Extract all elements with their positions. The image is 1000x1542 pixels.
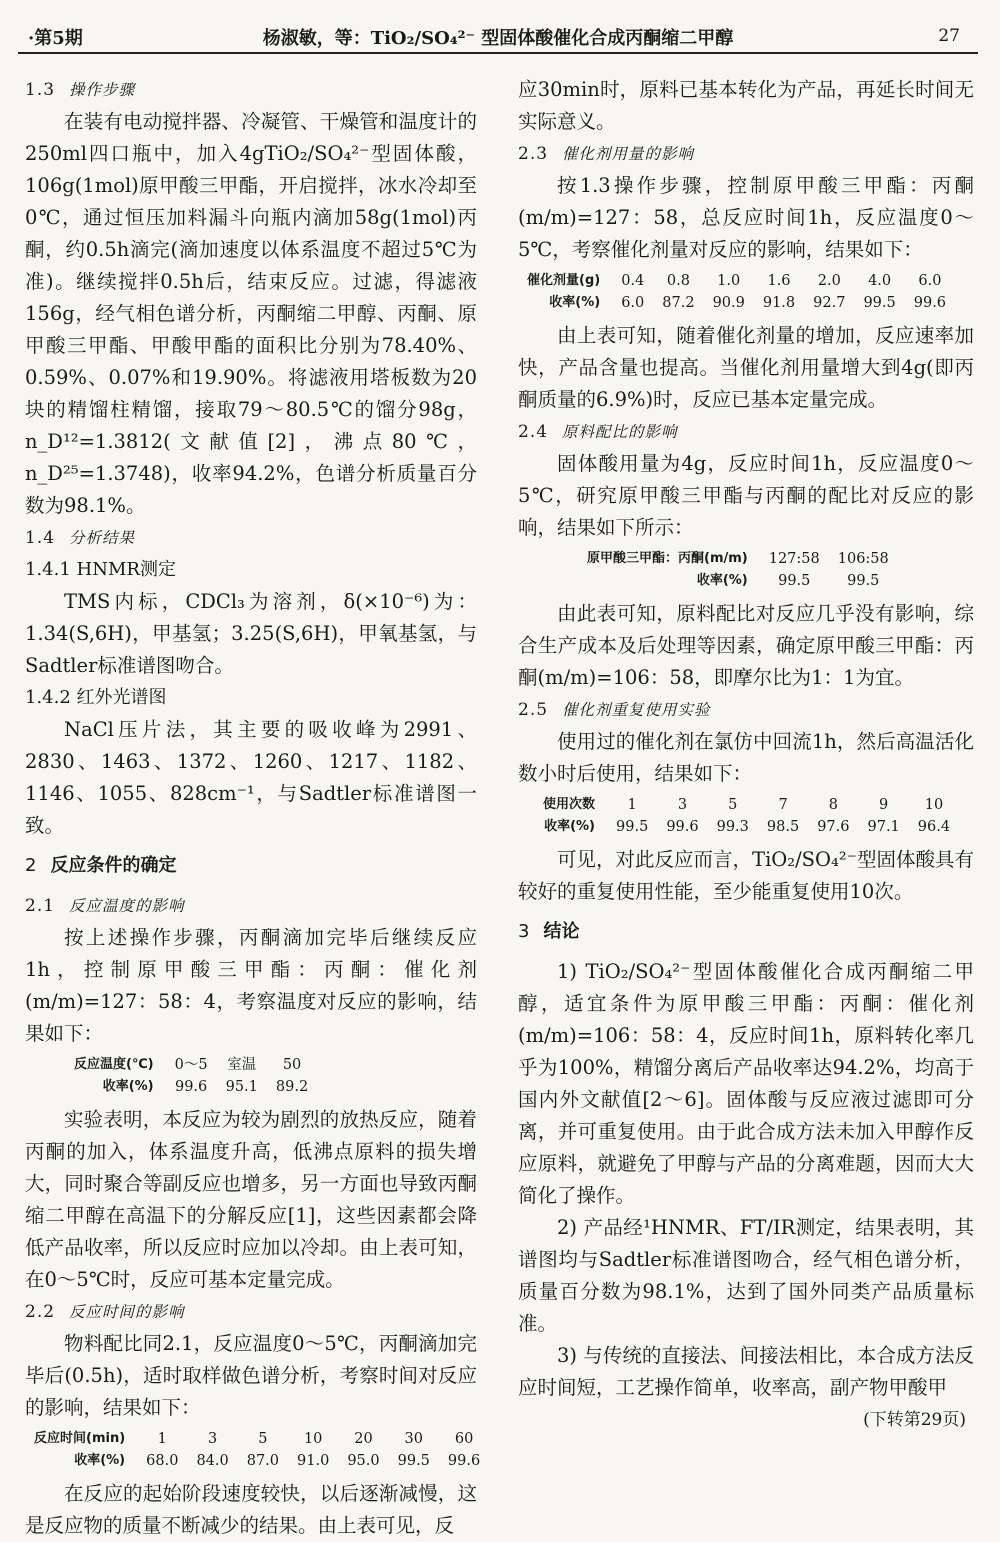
section-2-4-discussion: 由此表可知，原料配比对反应几乎没有影响，综合生产成本及后处理等因素，确定原甲酸三甲酯：丙酮(m/m)=106：58，即摩尔比为1：1为宜。 (518, 602, 974, 689)
temperature-table: 反应温度(℃) 0～5 室温 50 收率(%) 99.6 95.1 89.2 (65, 1054, 317, 1098)
section-1-4-1-text: TMS内标，CDCl₃为溶剂，δ(×10⁻⁶)为：1.34(S,6H)，甲基氢；3.25(S,6H)，甲氧基氢，与Sadtler标准谱图吻合。 (25, 590, 477, 677)
section-2-heading: 2 反应条件的确定 (25, 855, 177, 876)
section-2-3-text: 按1.3操作步骤，控制原甲酸三甲酯：丙酮(m/m)=127：58，总反应时间1h，反应温度0～5℃，考察催化剂量对反应的影响，结果如下： (518, 174, 974, 261)
section-2-5-text: 使用过的催化剂在氯仿中回流1h，然后高温活化数小时后使用，结果如下： (518, 730, 974, 785)
section-1-4-heading: 1.4 分析结果 (25, 528, 136, 548)
section-2-2-discussion: 在反应的起始阶段速度较快，以后逐渐减慢，这是反应物的质量不断减少的结果。由上表可见，反 (25, 1482, 477, 1537)
time-table: 反应时间(min) 1 3 5 10 20 30 60 收率(%) 68.0 84.0 87.0 91.0 95.0 99.5 99.6 (34, 1431, 481, 1469)
continued-text: 应30min时，原料已基本转化为产品，再延长时间无实际意义。 (518, 78, 974, 133)
ratio-table: 原甲酸三甲酯：丙酮(m/m) 127:58 106:58 收率(%) 99.5 99.5 (587, 551, 889, 589)
section-2-3-heading: 2.3 催化剂用量的影响 (518, 144, 695, 164)
catalyst-table: 催化剂量(g) 0.4 0.8 1.0 1.6 2.0 4.0 6.0 收率(%) 6.0 87.2 90.9 91.8 92.7 99.5 99.6 (527, 273, 947, 311)
section-3-heading: 3 结论 (518, 921, 580, 942)
reuse-table: 使用次数 1 3 5 7 8 9 10 收率(%) 99.5 99.6 99.3 98.5 97.6 97.1 96.4 (543, 797, 951, 835)
section-2-5-discussion: 可见，对此反应而言，TiO₂/SO₄²⁻型固体酸具有较好的重复使用性能，至少能重复使用10次。 (518, 848, 974, 903)
section-1-4-2-heading: 1.4.2 红外光谱图 (25, 687, 167, 708)
section-2-1-text: 按上述操作步骤，丙酮滴加完毕后继续反应1h，控制原甲酸三甲酯：丙酮：催化剂(m/m)=127：58：4，考察温度对反应的影响，结果如下： (25, 926, 477, 1045)
conclusion-1: 1) TiO₂/SO₄²⁻型固体酸催化合成丙酮缩二甲醇，适宜条件为原甲酸三甲酯：丙酮：催化剂(m/m)=106：58：4，反应时间1h，原料转化率几乎为100%，精馏分离后产品收率达94.2%，均高于国内外文献值[2～6]。固体酸与反应液过滤即可分离，并可重复使用。由于此合成方法未加入甲醇作反应原料，就避免了甲醇与产品的分离难题，因而大大简化了操作。 (518, 960, 974, 1207)
section-1-3-heading: 1.3 操作步骤 (25, 80, 136, 100)
page-number: 27 (938, 26, 960, 46)
table-row-label: 反应温度(℃) (74, 1057, 154, 1072)
continued-note: (下转第29页) (863, 1410, 966, 1430)
section-2-4-text: 固体酸用量为4g，反应时间1h，反应温度0～5℃，研究原甲酸三甲酯与丙酮的配比对反应的影响，结果如下所示： (518, 452, 974, 539)
right-column (518, 74, 974, 1436)
section-2-2-heading: 2.2 反应时间的影响 (25, 1302, 185, 1322)
section-2-1-discussion: 实验表明，本反应为较为剧烈的放热反应，随着丙酮的加入，体系温度升高，低沸点原料的损失增大，同时聚合等副反应也增多，另一方面也导致丙酮缩二甲醇在高温下的分解反应[1]，这些因素都会降低产品收率，所以反应时应加以冷却。由上表可知，在0～5℃时，反应可基本定量完成。 (25, 1108, 477, 1291)
running-header (18, 18, 978, 54)
section-2-1-heading: 2.1 反应温度的影响 (25, 896, 185, 916)
conclusion-3: 3) 与传统的直接法、间接法相比，本合成方法反应时间短，工艺操作简单，收率高，副产物甲酸甲 (518, 1344, 974, 1399)
section-2-5-heading: 2.5 催化剂重复使用实验 (518, 700, 711, 720)
section-1-3-text: 在装有电动搅拌器、冷凝管、干燥管和温度计的250ml四口瓶中，加入4gTiO₂/SO₄²⁻型固体酸，106g(1mol)原甲酸三甲酯，开启搅拌，冰水冷却至0℃，通过恒压加料漏斗向瓶内滴加58g(1mol)丙酮，约0.5h滴完(滴加速度以体系温度不超过5℃为准)。继续搅拌0.5h后，结束反应。过滤，得滤液156g，经气相色谱分析，丙酮缩二甲醇、丙酮、原甲酸三甲酯、甲酸甲酯的面积比分别为78.40%、0.59%、0.07%和19.90%。将滤液用塔板数为20块的精馏柱精馏，接取79～80.5℃的馏分98g，n_D¹²=1.3812(文献值[2]，沸点80℃，n_D²⁵=1.3748)，收率94.2%，色谱分析质量百分数为98.1%。 (25, 110, 477, 517)
section-2-3-discussion: 由上表可知，随着催化剂量的增加，反应速率加快，产品含量也提高。当催化剂用量增大到4g(即丙酮质量的6.9%)时，反应已基本定量完成。 (518, 324, 974, 411)
section-2-2-text: 物料配比同2.1，反应温度0～5℃，丙酮滴加完毕后(0.5h)，适时取样做色谱分析，考察时间对反应的影响，结果如下： (25, 1332, 477, 1419)
table-row-label: 收率(%) (102, 1079, 154, 1094)
section-1-4-2-text: NaCl压片法，其主要的吸收峰为2991、2830、1463、1372、1260、1217、1182、1146、1055、828cm⁻¹，与Sadtler标准谱图一致。 (25, 718, 477, 837)
left-column (25, 74, 481, 1542)
section-1-4-1-heading: 1.4.1 HNMR测定 (25, 559, 176, 580)
section-2-4-heading: 2.4 原料配比的影响 (518, 422, 678, 442)
conclusion-2: 2) 产品经¹HNMR、FT/IR测定，结果表明，其谱图均与Sadtler标准谱图吻合，经气相色谱分析，质量百分数为98.1%，达到了国外同类产品质量标准。 (518, 1216, 974, 1335)
issue-number: ·第5期 (28, 28, 83, 49)
running-title: 杨淑敏，等：TiO₂/SO₄²⁻ 型固体酸催化合成丙酮缩二甲醇 (262, 28, 734, 49)
